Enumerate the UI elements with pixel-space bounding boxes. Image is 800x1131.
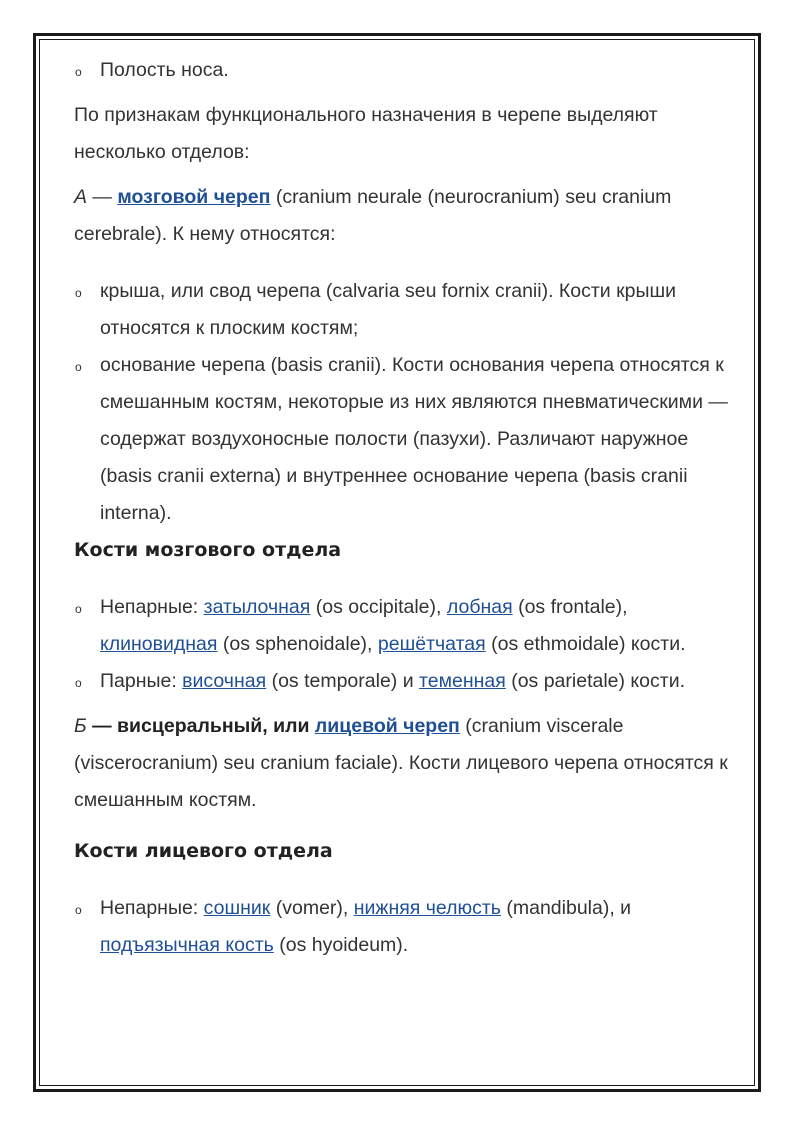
section-b-dash: — xyxy=(86,715,118,737)
section-b-bold: висцеральный, или xyxy=(117,715,315,737)
bullet-marker: o xyxy=(75,602,82,616)
section-b-paragraph xyxy=(74,708,734,819)
section-a-paragraph xyxy=(74,179,734,253)
section-b-letter: Б xyxy=(74,715,87,737)
inline-text: (os parietale) кости. xyxy=(505,670,686,692)
inline-text: (os sphenoidale), xyxy=(217,633,378,655)
section-b-rest: (cranium viscerale (viscerocranium) seu cranium faciale). Кости лицевого черепа относятся к смешанным костям. xyxy=(74,715,728,811)
bullet-marker: o xyxy=(75,360,82,374)
link-brain-skull[interactable]: мозговой череп xyxy=(117,186,271,208)
list-item xyxy=(74,273,734,347)
link-vomer[interactable]: сошник xyxy=(203,897,271,919)
face-bones-list xyxy=(74,890,734,964)
inline-text: (mandibula), и xyxy=(500,897,632,919)
list-item xyxy=(74,52,734,89)
paired-label: Парные: xyxy=(100,670,183,692)
link-parietal[interactable]: теменная xyxy=(419,670,506,692)
list-item-text: основание черепа (basis cranii). Кости основания черепа относятся к смешанным костям, некоторые из них являются пневматическими — содержат воздухоносные полости (пазухи). Различают наружное (basis cranii externa) и внутреннее основание черепа (basis cranii interna). xyxy=(100,354,728,524)
section-a-rest: (cranium neurale (neurocranium) seu cranium cerebrale). К нему относятся: xyxy=(74,186,672,245)
list-a xyxy=(74,273,734,532)
link-sphenoid[interactable]: клиновидная xyxy=(100,633,218,655)
intro-paragraph xyxy=(74,97,734,171)
list-item-text: крыша, или свод черепа (calvaria seu fornix cranii). Кости крыши относятся к плоским костям; xyxy=(100,280,677,339)
intro-text: По признакам функционального назначения в черепе выделяют несколько отделов: xyxy=(74,104,658,163)
link-temporal[interactable]: височная xyxy=(182,670,267,692)
list-item xyxy=(74,890,734,964)
inline-text: (os frontale), xyxy=(512,596,628,618)
top-list xyxy=(74,52,734,89)
list-item xyxy=(74,347,734,532)
section-a-dash: — xyxy=(87,186,118,208)
bullet-marker: o xyxy=(75,65,82,79)
inline-text: (os hyoideum). xyxy=(273,934,409,956)
list-item-text: Полость носа. xyxy=(100,59,229,81)
bullet-marker: o xyxy=(75,286,82,300)
unpaired-label: Непарные: xyxy=(100,897,204,919)
heading-brain-bones: Кости мозгового отдела xyxy=(74,539,342,561)
bullet-marker: o xyxy=(75,903,82,917)
unpaired-label: Непарные: xyxy=(100,596,204,618)
inline-text: (vomer), xyxy=(270,897,354,919)
link-facial-skull[interactable]: лицевой череп xyxy=(314,715,460,737)
list-item xyxy=(74,589,734,663)
section-a-letter: А xyxy=(74,186,88,208)
list-item xyxy=(74,663,734,700)
link-mandible[interactable]: нижняя челюсть xyxy=(353,897,501,919)
brain-bones-list xyxy=(74,589,734,700)
inline-text: (os occipitale), xyxy=(310,596,447,618)
heading-face-bones: Кости лицевого отдела xyxy=(74,840,333,862)
link-hyoid[interactable]: подъязычная кость xyxy=(100,934,274,956)
document-body xyxy=(74,52,734,964)
inline-text: (os temporale) и xyxy=(266,670,420,692)
link-frontal[interactable]: лобная xyxy=(446,596,513,618)
link-occipital[interactable]: затылочная xyxy=(203,596,311,618)
bullet-marker: o xyxy=(75,676,82,690)
inline-text: (os ethmoidale) кости. xyxy=(485,633,686,655)
link-ethmoid[interactable]: решётчатая xyxy=(377,633,486,655)
